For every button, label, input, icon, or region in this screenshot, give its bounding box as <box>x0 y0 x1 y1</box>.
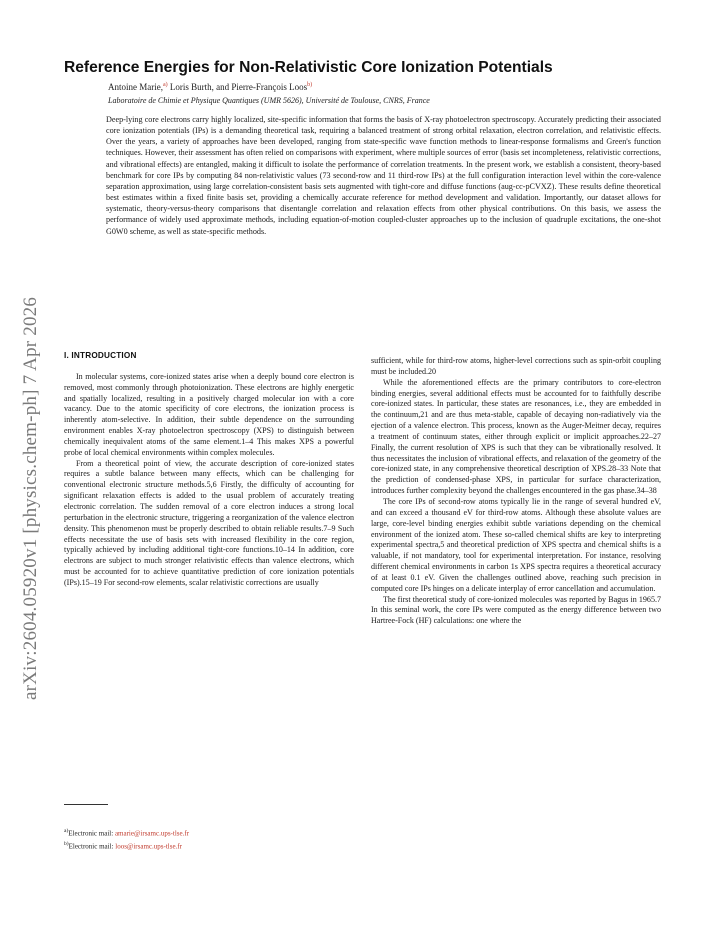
footnote-a <box>64 826 354 839</box>
paragraph: While the aforementioned effects are the primary contributors to core-electron binding energies, several additional effects must be accounted for to faithfully describe core-ionized states. In particular, these states are resonances, i.e., they are embedded in the continuum,21 and are thus meta-stable, capable of decaying non-radiatively via the ejection of a valence electron. This process, known as the Auger-Meitner decay, requires a treatment of continuum states, either through explicit or implicit approaches.22–27 Finally, the current resolution of XPS is such that they can be vibrationally resolved. It thus necessitates the inclusion of vibrational effects, and relaxation of the geometry of the core-ionized state, in any comprehensive theoretical description of XPS.28–33 Note that the prediction of condensed-phase XPS, in particular for surface characterization, introduces further complexity beyond the challenges encountered in the gas phase.34–38 <box>371 377 661 496</box>
paragraph: From a theoretical point of view, the accurate description of core-ionized states requires a subtle balance between many effects, which can be challenging for conventional electronic structure methods.5,6 Firstly, the difficulty of accounting for significant relaxation effects is added to the usual problem of accurately treating electronic correlation. The sudden removal of a core electron induces a strong local perturbation in the electronic structure, triggering a reorganization of the valence electron density. This phenomenon must be properly described to obtain reliable results.7–9 Such effects necessitate the use of basis sets with increased flexibility in the core region, typically achieved by including additional tight-core functions.10–14 In addition, core electrons are subject to much stronger relativistic effects than valence electrons, which must be accounted for to achieve quantitative prediction of core ionization potentials (IPs).15–19 For second-row elements, scalar relativistic corrections are usually <box>64 458 354 587</box>
paper-title: Reference Energies for Non-Relativistic Core Ionization Potentials <box>64 59 553 76</box>
footnote-label: Electronic mail: <box>68 842 116 851</box>
email-link[interactable]: amarie@irsamc.ups-tlse.fr <box>114 829 190 838</box>
affiliation: Laboratoire de Chimie et Physique Quantiques (UMR 5626), Université de Toulouse, CNRS, France <box>108 96 430 105</box>
paragraph: The first theoretical study of core-ionized molecules was reported by Bagus in 1965.7 In this seminal work, the core IPs were computed as the energy difference between two Hartree-Fock (HF) calculations: one where the <box>371 594 661 626</box>
paragraph: sufficient, while for third-row atoms, higher-level corrections such as spin-orbit coupling must be included.20 <box>371 356 661 376</box>
left-column <box>64 351 354 589</box>
author-footnote-mark: b) <box>307 82 313 88</box>
author-name: Antoine Marie, <box>108 82 163 92</box>
author-line <box>108 82 668 92</box>
footnote-divider <box>64 804 108 805</box>
email-link[interactable]: loos@irsamc.ups-tlse.fr <box>115 842 182 851</box>
footnote-label: Electronic mail: <box>68 829 115 838</box>
abstract: Deep-lying core electrons carry highly localized, site-specific information that forms the basis of X-ray photoelectron spectroscopy. Accurately predicting their associated core ionization potentials (IPs) is a demanding theoretical task, requiring a balanced treatment of strong orbital relaxation, electron correlation, and relativistic effects. Over the years, a variety of approaches have been developed, ranging from state-specific wave function methods to linear-response formalisms and Green's function techniques. However, their assessment has often relied on comparisons with experiment, where multiple sources of error (basis set incompleteness, relativistic corrections, and vibrational effects) are entangled, making it difficult to isolate the performance of correlation treatments. In the present work, we establish a consistent, theory-based benchmark for core IPs by computing 84 non-relativistic values (73 second-row and 11 third-row IPs) at the full configuration interaction level within the core-valence separation approximation, using large correlation-consistent basis sets augmented with tight-core and diffuse functions (aug-cc-pCVXZ). These results define theoretical best estimates within a fixed finite basis set, providing a chemically accurate reference for method development and validation. Importantly, our dataset allows for systematic, theory-versus-theory comparisons that disentangle correlation and relaxation effects from other physical contributions. On this basis, we assess the performance of widely used approximate methods, including equation-of-motion coupled-cluster approaches up to the inclusion of quadruple excitations, the one-shot G0W0 scheme, as well as state-specific methods. <box>106 115 661 236</box>
footnote-mark: b) <box>64 840 69 847</box>
paragraph: In molecular systems, core-ionized states arise when a deeply bound core electron is removed, most commonly through photoionization. These electrons are highly energetic and spatially localized, resulting in a positively charged molecular ion with a core vacancy. Due to the atomic specificity of core electrons, the ionization process is inherently atom-selective. In addition, their subtle dependence on the surrounding environment enables X-ray photoelectron spectroscopy (XPS) to distinguish between chemically inequivalent atoms of the same element.1–4 This makes XPS a powerful probe of local chemical environments within complex molecules. <box>64 371 354 457</box>
author-footnote-mark: a) <box>162 82 168 88</box>
section-heading-introduction: I. INTRODUCTION <box>64 351 137 360</box>
author-names: Loris Burth, and Pierre-François Loos <box>167 82 308 92</box>
paragraph: The core IPs of second-row atoms typically lie in the range of several hundred eV, and can exceed a thousand eV for third-row atoms. Although these absolute values are large, core-level binding energies exhibit subtle variations depending on the chemical environment of the ionized atom. These so-called chemical shifts are key to interpreting experimental spectra,5 and theoretical prediction of XPS spectra and chemical shifts is a valuable, if not mandatory, tool for experimental interpretation. For instance, resolving different chemical environments in carbon 1s XPS spectra requires a theoretical accuracy of at least 0.1 eV. Given the challenges outlined above, reaching such precision in computed core IPs hinges on a delicate interplay of error cancellation and accumulation. <box>371 496 661 593</box>
footnote-mark: a) <box>64 828 69 834</box>
footnotes <box>64 826 354 852</box>
right-column <box>371 356 661 627</box>
arxiv-stamp: arXiv:2604.05920v1 [physics.chem-ph] 7 Apr 2026 <box>20 296 41 700</box>
footnote-b <box>64 839 354 852</box>
